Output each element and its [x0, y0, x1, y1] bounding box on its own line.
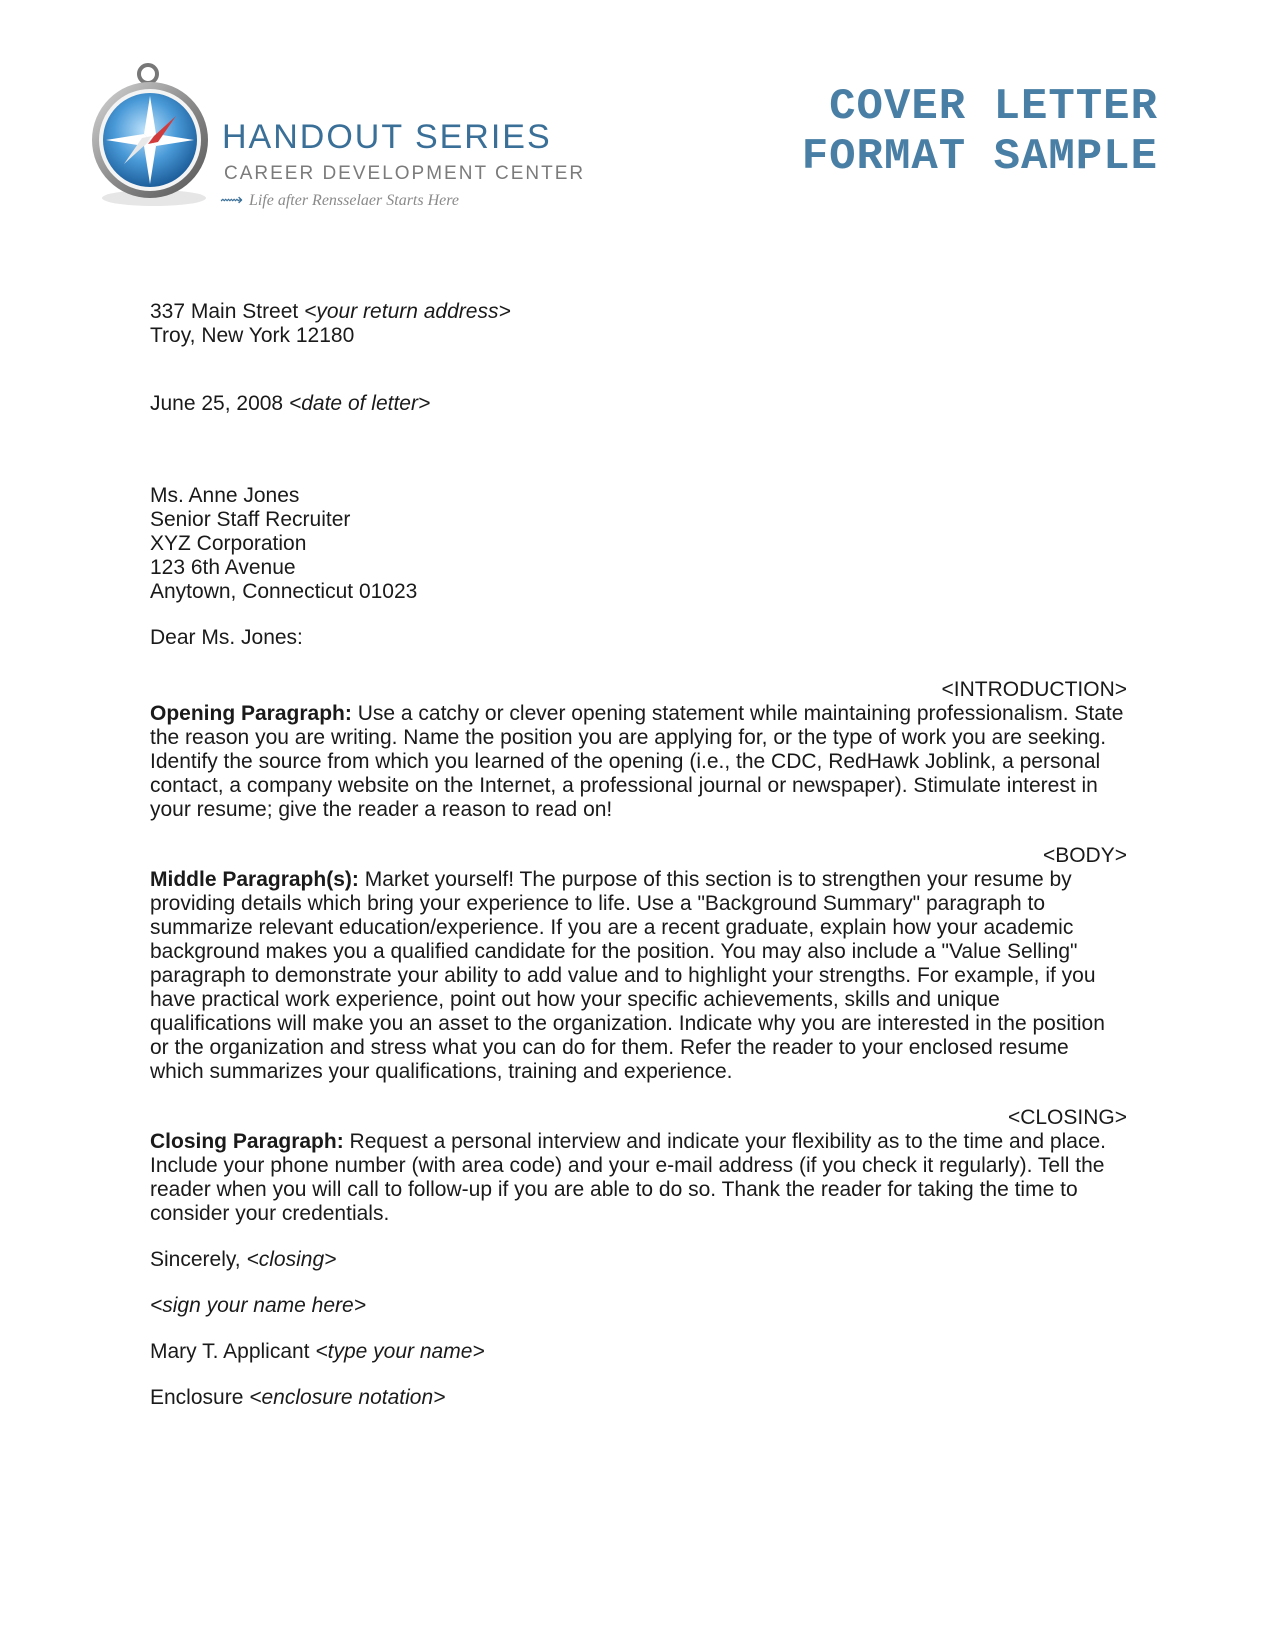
document-title-line1: COVER LETTER — [829, 82, 1158, 132]
body-text: Market yourself! The purpose of this section is to strengthen your resume by providing details which bring your experience to life. Use a "Background Summary" paragraph to summarize relevant education/experience. If you are a recent graduate, explain how your academic background makes you a qualified candidate for the position. You may also include a "Value Selling" paragraph to demonstrate your ability to add value and to highlight your strengths. For example, if you have practical work experience, point out how your specific achievements, skills and unique qualifications will make you an asset to the organization. Indicate why you are interested in the position or the organization and stress what you can do for them. Refer the reader to your enclosed resume which summarizes your qualifications, training and experience. — [150, 868, 1105, 1083]
closing-word: Sincerely, — [150, 1248, 241, 1271]
body-section — [150, 844, 1127, 1084]
signature-line — [150, 1294, 1127, 1318]
intro-label: Opening Paragraph: — [150, 702, 352, 725]
arrow-icon: ⟿ — [220, 192, 243, 209]
salutation: Dear Ms. Jones: — [150, 626, 303, 649]
date-note: <date of letter> — [288, 392, 431, 415]
body-tag: <BODY> — [1042, 844, 1127, 867]
return-address — [150, 300, 1127, 348]
enclosure-note: <enclosure notation> — [249, 1386, 446, 1409]
complimentary-close — [150, 1248, 1127, 1272]
document-title-line2: FORMAT SAMPLE — [801, 132, 1158, 182]
intro-paragraph — [150, 702, 1127, 822]
intro-tag: <INTRODUCTION> — [941, 678, 1127, 701]
sender-name-note: <type your name> — [315, 1340, 485, 1363]
logo-tagline — [220, 190, 459, 210]
typed-name — [150, 1340, 1127, 1364]
letter-body — [150, 300, 1127, 1410]
recipient-city: Anytown, Connecticut 01023 — [150, 580, 418, 603]
compass-icon — [88, 60, 220, 210]
logo-tagline-text: Life after Rensselaer Starts Here — [248, 192, 459, 209]
body-paragraph — [150, 868, 1127, 1084]
closing-note: <closing> — [246, 1248, 337, 1271]
intro-text: Use a catchy or clever opening statement while maintaining professionalism. State the reason you are writing. Name the position you are applying for, or the type of work you are seeking. Identify the source from which you learned of the opening (i.e., the CDC, RedHawk Joblink, a personal contact, a company website on the Internet, a professional journal or newspaper). Stimulate interest in your resume; give the reader a reason to read on! — [150, 702, 1124, 821]
letter-date — [150, 392, 1127, 416]
recipient-address — [150, 484, 1127, 604]
enclosure-line — [150, 1386, 1127, 1410]
closing-tag: <CLOSING> — [1007, 1106, 1127, 1129]
closing-section — [150, 1106, 1127, 1226]
sender-name: Mary T. Applicant — [150, 1340, 310, 1363]
recipient-name: Ms. Anne Jones — [150, 484, 300, 507]
closing-paragraph — [150, 1130, 1127, 1226]
return-city: Troy, New York 12180 — [150, 324, 355, 347]
return-address-note: <your return address> — [304, 300, 511, 323]
cdc-logo — [88, 60, 586, 220]
recipient-street: 123 6th Avenue — [150, 556, 296, 579]
closing-label: Closing Paragraph: — [150, 1130, 344, 1153]
enclosure-label: Enclosure — [150, 1386, 244, 1409]
closing-text: Request a personal interview and indicate your flexibility as to the time and place. Include your phone number (with area code) and your e-mail address (if you check it regularly). Tell the reader when you will call to follow-up if you are able to do so. Thank the reader for taking the time to consider your credentials. — [150, 1130, 1106, 1225]
intro-section — [150, 678, 1127, 822]
recipient-company: XYZ Corporation — [150, 532, 307, 555]
logo-title: HANDOUT SERIES — [222, 118, 552, 156]
recipient-title: Senior Staff Recruiter — [150, 508, 351, 531]
logo-subtitle: CAREER DEVELOPMENT CENTER — [224, 163, 586, 184]
signature-note: <sign your name here> — [150, 1294, 366, 1317]
return-street: 337 Main Street — [150, 300, 299, 323]
document-title — [802, 82, 1158, 182]
body-label: Middle Paragraph(s): — [150, 868, 359, 891]
date-text: June 25, 2008 — [150, 392, 284, 415]
